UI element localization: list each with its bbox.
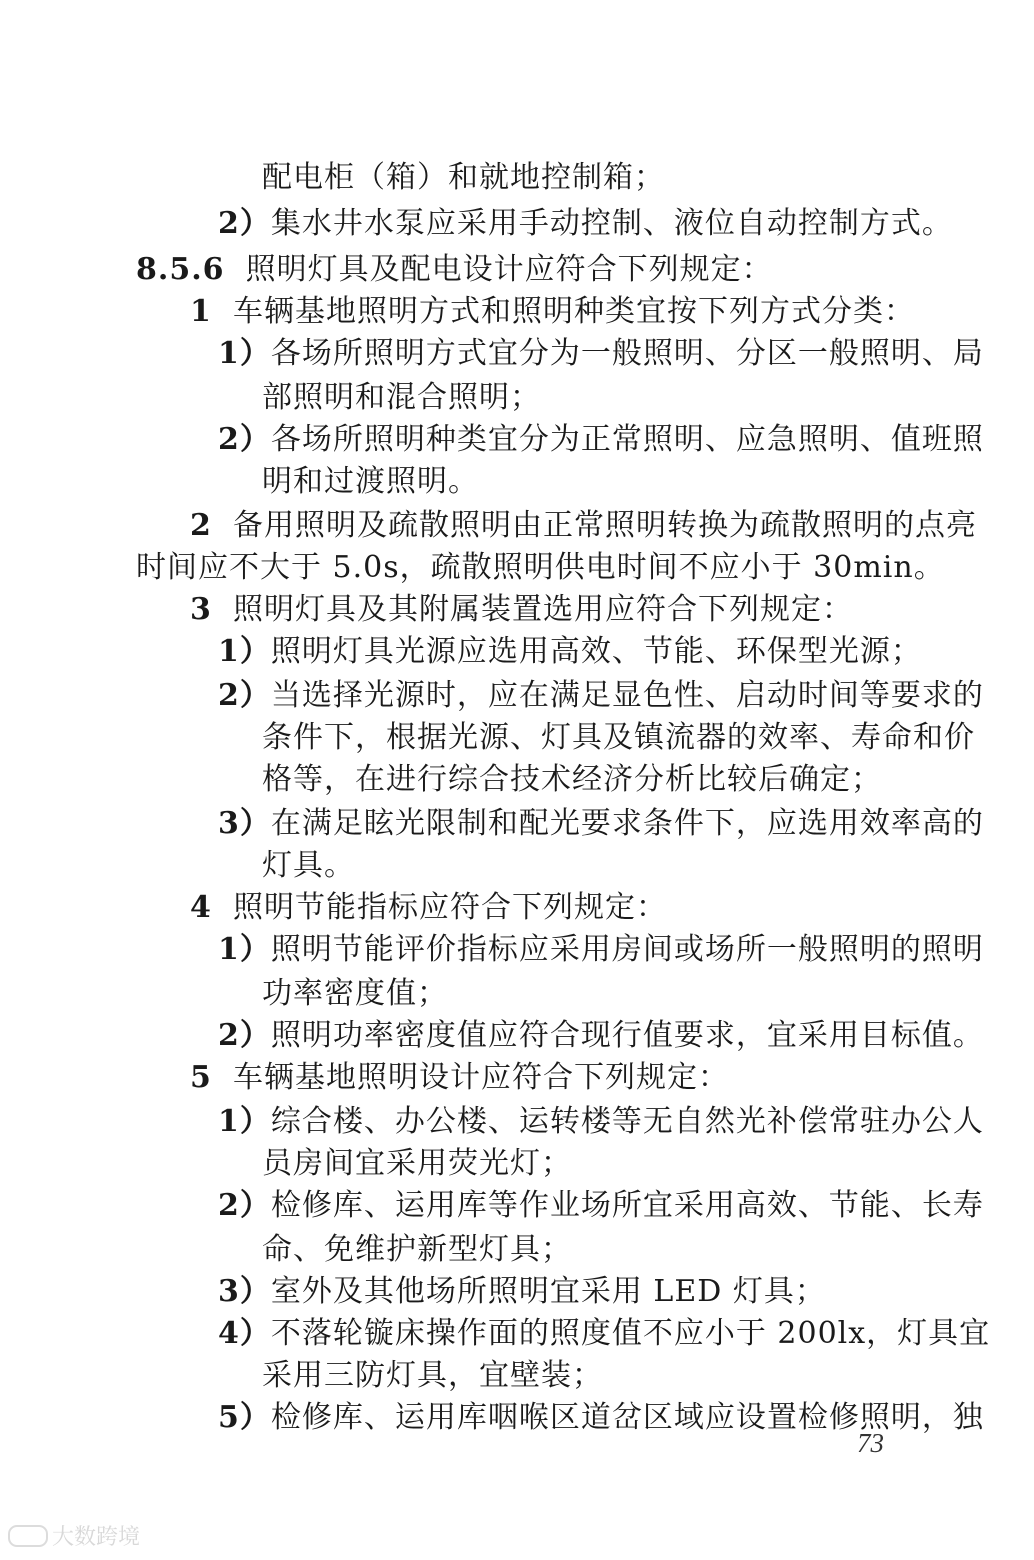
watermark-text: 大数跨境 xyxy=(52,1525,141,1550)
clause-heading: 8.5.6 照明灯具及配电设计应符合下列规定： xyxy=(136,252,773,287)
list-item: 1）各场所照明方式宜分为一般照明、分区一般照明、局 xyxy=(218,336,984,371)
list-item: 1）照明灯具光源应选用高效、节能、环保型光源； xyxy=(218,634,922,669)
list-item: 3 照明灯具及其附属装置选用应符合下列规定： xyxy=(190,592,853,627)
list-item: 5）检修库、运用库咽喉区道岔区域应设置检修照明，独 xyxy=(218,1400,984,1435)
list-item: 2）当选择光源时，应在满足显色性、启动时间等要求的 xyxy=(218,678,984,713)
text-line: 功率密度值； xyxy=(262,976,448,1011)
text-line: 命、免维护新型灯具； xyxy=(262,1232,572,1267)
list-item: 1）综合楼、办公楼、运转楼等无自然光补偿常驻办公人 xyxy=(218,1104,984,1139)
list-item: 1）照明节能评价指标应采用房间或场所一般照明的照明 xyxy=(218,932,984,967)
watermark xyxy=(8,1520,140,1551)
list-item: 5 车辆基地照明设计应符合下列规定： xyxy=(190,1060,729,1095)
text-line: 时间应不大于 5.0s，疏散照明供电时间不应小于 30min。 xyxy=(136,550,945,585)
text-line: 明和过渡照明。 xyxy=(262,464,479,499)
text-line: 格等，在进行综合技术经济分析比较后确定； xyxy=(262,762,882,797)
list-item: 4 照明节能指标应符合下列规定： xyxy=(190,890,667,925)
text-line: 部照明和混合照明； xyxy=(262,380,541,415)
list-item: 2）检修库、运用库等作业场所宜采用高效、节能、长寿 xyxy=(218,1188,984,1223)
list-item: 4）不落轮镟床操作面的照度值不应小于 200lx，灯具宜 xyxy=(218,1316,991,1351)
text-line: 配电柜（箱）和就地控制箱； xyxy=(262,160,665,195)
text-line: 灯具。 xyxy=(262,848,355,883)
list-item: 3）在满足眩光限制和配光要求条件下，应选用效率高的 xyxy=(218,806,984,841)
page-number: 73 xyxy=(857,1428,884,1458)
watermark-logo-icon xyxy=(8,1525,48,1547)
text-line: 采用三防灯具，宜壁装； xyxy=(262,1358,603,1393)
text-line: 员房间宜采用荧光灯； xyxy=(262,1146,572,1181)
list-item: 2 备用照明及疏散照明由正常照明转换为疏散照明的点亮 xyxy=(190,508,977,543)
text-line: 条件下，根据光源、灯具及镇流器的效率、寿命和价 xyxy=(262,720,975,755)
list-item: 3）室外及其他场所照明宜采用 LED 灯具； xyxy=(218,1274,826,1309)
list-item: 2）照明功率密度值应符合现行值要求，宜采用目标值。 xyxy=(218,1018,984,1053)
list-item: 2）各场所照明种类宜分为正常照明、应急照明、值班照 xyxy=(218,422,984,457)
list-item: 2）集水井水泵应采用手动控制、液位自动控制方式。 xyxy=(218,206,953,241)
list-item: 1 车辆基地照明方式和照明种类宜按下列方式分类： xyxy=(190,294,915,329)
